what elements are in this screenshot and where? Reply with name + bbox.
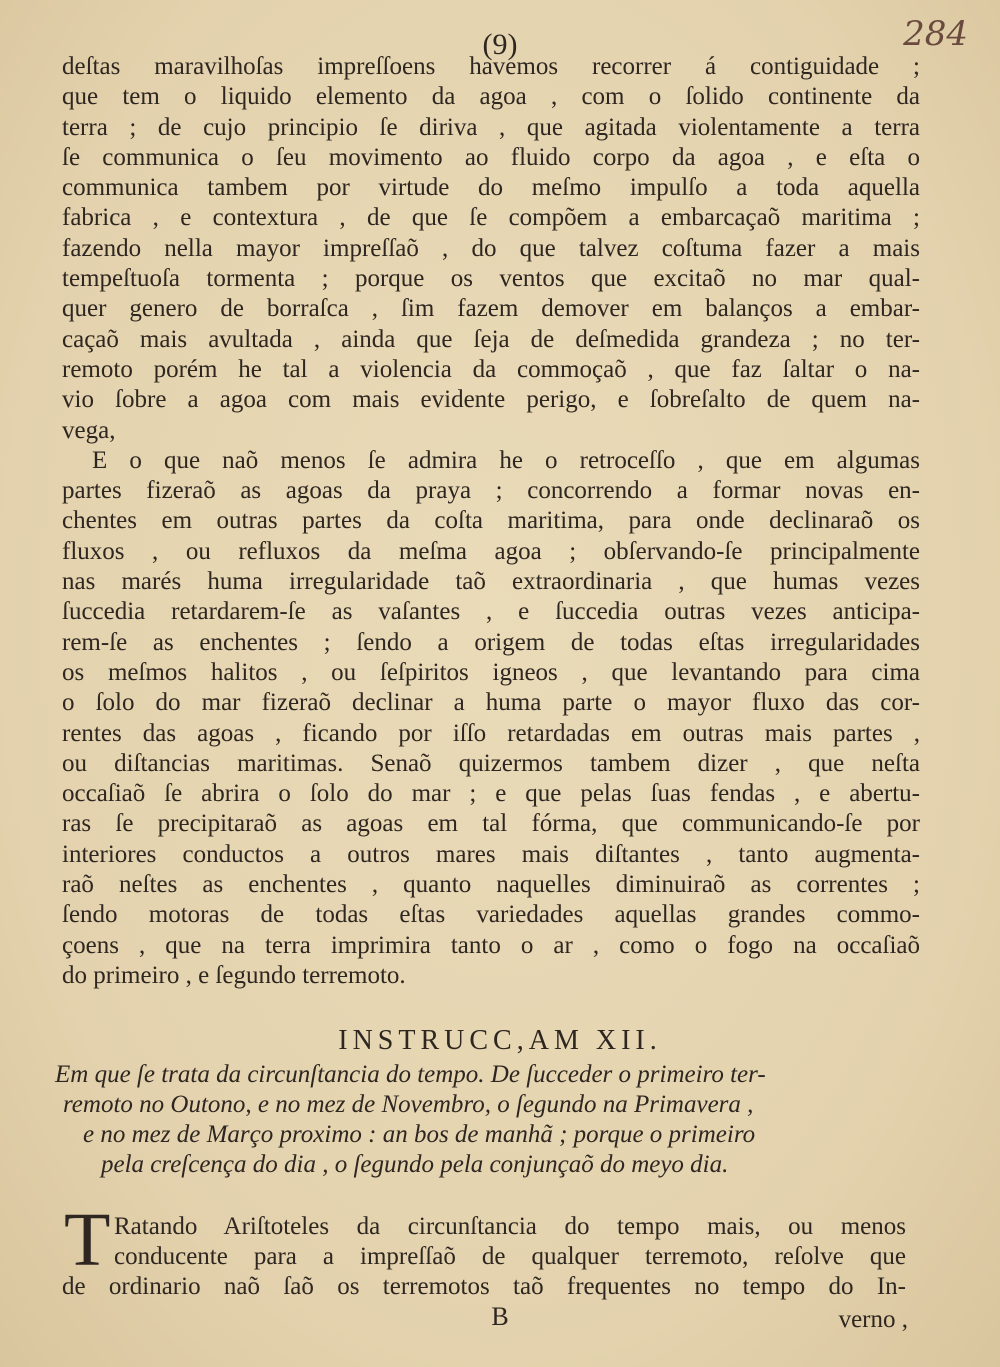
text-line: do primeiro , e ſegundo terremoto.: [62, 961, 406, 989]
text-line: conducente para a impreſſaõ de qualquer terremoto, reſolve que: [114, 1243, 906, 1270]
new-section-text: [62, 1212, 906, 1302]
text-line: nas marés huma irregularidade taõ extraordinaria , que humas vezes: [62, 568, 920, 596]
body-text: [62, 52, 920, 991]
section-heading: INSTRUCC,AM XII.: [338, 1025, 662, 1056]
subtitle-line: Em que ſe trata da circunſtancia do tempo. De ſucceder o primeiro ter-: [55, 1061, 766, 1088]
text-line: terra ; de cujo principio ſe diriva , que agitada violentamente a terra: [62, 113, 920, 141]
text-line: que tem o liquido elemento da agoa , com o ſolido continente da: [62, 83, 920, 111]
text-line: ſuccedia retardarem-ſe as vaſantes , e ſuccedia outras vezes anticipa-: [62, 598, 920, 626]
text-line: communica tambem por virtude do meſmo impulſo a toda aquella: [62, 174, 920, 202]
text-line: de ordinario naõ ſaõ os terremotos taõ frequentes no tempo do In-: [62, 1273, 906, 1300]
text-line: tempeſtuoſa tormenta ; porque os ventos que excitaõ no mar qual-: [62, 265, 920, 293]
signature-mark: B: [491, 1302, 509, 1331]
text-line: vio ſobre a agoa com mais evidente perigo, e ſobreſalto de quem na-: [62, 386, 920, 414]
text-line: fabrica , e contextura , de que ſe compõem a embarcaçaõ maritima ;: [62, 204, 920, 232]
text-line: fluxos , ou refluxos da meſma agoa ; obſervando-ſe principalmente: [62, 537, 920, 565]
page-number: (9): [482, 28, 518, 61]
section-subtitle: [55, 1060, 935, 1180]
text-line: deſtas maravilhoſas impreſſoens havemos recorrer á contiguidade ;: [62, 53, 920, 80]
text-line: ras ſe precipitaraõ as agoas em tal fórma, que communicando-ſe por: [62, 810, 920, 838]
text-line: rentes das agoas , ficando por iſſo retardadas em outras mais partes ,: [62, 719, 920, 747]
text-line: interiores conductos a outros mares mais diſtantes , tanto augmenta-: [62, 840, 920, 868]
text-line: occaſiaõ ſe abrira o ſolo do mar ; e que pelas ſuas fendas , e abertu-: [62, 780, 920, 808]
text-line: vega,: [62, 416, 116, 444]
drop-cap: T: [64, 1198, 111, 1282]
folio-number: 284: [903, 14, 968, 54]
text-line: o ſolo do mar fizeraõ declinar a huma parte o mayor fluxo das cor-: [62, 689, 920, 717]
text-line: ou diſtancias maritimas. Senaõ quizermos tambem dizer , que neſta: [62, 749, 920, 777]
catchword: verno ,: [838, 1306, 908, 1333]
text-line: os meſmos halitos , ou ſeſpiritos igneos , que levantando para cima: [62, 658, 920, 686]
text-line: caçaõ mais avultada , ainda que ſeja de deſmedida grandeza ; no ter-: [62, 325, 920, 353]
text-line: Ratando Ariſtoteles da circunſtancia do tempo mais, ou menos: [114, 1213, 906, 1240]
text-line: partes fizeraõ as agoas da praya ; concorrendo a formar novas en-: [62, 477, 920, 505]
text-line: quer genero de borraſca , ſim fazem demover em balanços a embar-: [62, 295, 920, 323]
text-line: çoens , que na terra imprimira tanto o ar , como o fogo na occaſiaõ: [62, 931, 920, 959]
text-line: raõ neſtes as enchentes , quanto naquelles diminuiraõ as correntes ;: [62, 871, 920, 899]
subtitle-line: e no mez de Março proximo : an bos de manhã ; porque o primeiro: [83, 1121, 756, 1148]
text-line: fazendo nella mayor impreſſaõ , do que talvez coſtuma fazer a mais: [62, 234, 920, 262]
text-line: rem-ſe as enchentes ; ſendo a origem de todas eſtas irregularidades: [62, 628, 920, 656]
text-line: ſe communica o ſeu movimento ao fluido corpo da agoa , e eſta o: [62, 143, 920, 171]
subtitle-line: pela creſcença do dia , o ſegundo pela conjunçaõ do meyo dia.: [101, 1151, 729, 1178]
text-line: remoto porém he tal a violencia da commoçaõ , que faz ſaltar o na-: [62, 355, 920, 383]
text-line: ſendo motoras de todas eſtas variedades aquellas grandes commo-: [62, 901, 920, 929]
text-line: E o que naõ menos ſe admira he o retroceſſo , que em algumas: [92, 446, 920, 474]
subtitle-line: remoto no Outono, e no mez de Novembro, o ſegundo na Primavera ,: [63, 1091, 754, 1118]
text-line: chentes em outras partes da coſta maritima, para onde declinaraõ os: [62, 507, 920, 535]
